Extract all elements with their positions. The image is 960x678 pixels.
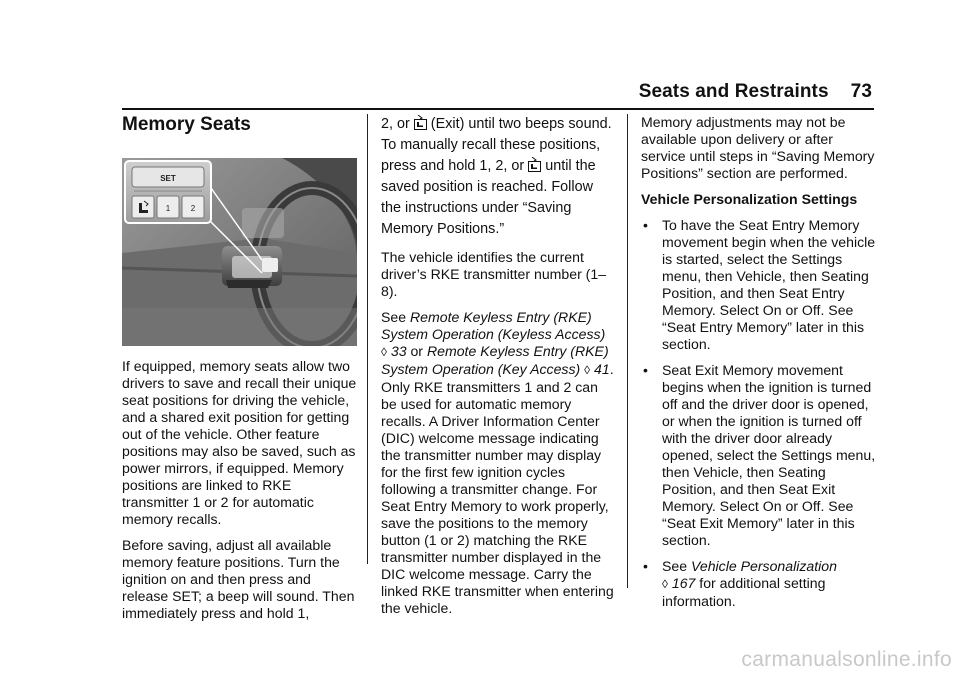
page-ref-arrow: ◊ (381, 345, 387, 359)
column-divider-2 (627, 114, 628, 588)
list-item: • Seat Exit Memory movement begins when the ignition is turned off and the driver door is opened, or when the ignition is turned off with the driver door already opened, select the Settings menu, then Vehicle, then Seating Position, and then Seat Exit Memory. Select On or Off. See “Seat Exit Memory” later in this section. (643, 362, 876, 548)
bullet: • (643, 217, 648, 233)
col2-paragraph-3: See Remote Keyless Entry (RKE) System Operation (Keyless Access) ◊ 33 or Remote Keyless Entry (RKE) System Operation (Key Access) ◊ 41. Only RKE transmitters 1 and 2 can be used for automatic memory recalls. A Driver Information Center (DIC) welcome message indicating the transmitter number may display for the first few ignition cycles following a transmitter change. For Seat Entry Memory to work properly, save the positions to the memory button (1 or 2) matching the RKE transmitter number displayed in the DIC welcome message. Carry the linked RKE transmitter when entering the vehicle. (381, 309, 614, 616)
set-button-label: SET (160, 174, 176, 183)
page-ref-arrow: ◊ (662, 577, 668, 591)
col2-paragraph-1: 2, or (Exit) until two beeps sound. To manually recall these positions, press and hold 1, 2, or until the saved position is reached. Follow the instructions under “Saving Memory Positions.” (381, 116, 612, 237)
settings-bullet-list (641, 217, 876, 610)
list-item: • To have the Seat Entry Memory movement begin when the vehicle is started, select the Settings menu, then Vehicle, then Seating Position, and then Seat Entry Memory. Select On or Off. See “Seat Entry Memory” later in this section. (643, 217, 876, 352)
col2-paragraph-2: The vehicle identifies the current driver’s RKE transmitter number (1–8). (381, 249, 607, 299)
column-3 (641, 114, 876, 619)
column-2 (381, 114, 614, 626)
header-rule (122, 108, 874, 110)
col3-paragraph-1: Memory adjustments may not be available upon delivery or after service until steps in “Saving Memory Positions” section are performed. (641, 114, 875, 181)
section-heading: Memory Seats (122, 114, 251, 135)
bullet: • (643, 558, 648, 574)
crossref-rke-keyless[interactable]: Remote Keyless Entry (RKE) System Operation (Keyless Access) (381, 309, 606, 342)
memory-button-1-label: 1 (165, 204, 171, 213)
bullet: • (643, 362, 648, 378)
watermark: carmanualsonline.info (741, 648, 952, 671)
column-1 (122, 114, 357, 631)
exit-seat-icon (528, 157, 541, 172)
running-header (639, 81, 872, 103)
crossref-rke-key-access[interactable]: Remote Keyless Entry (RKE) System Operation (Key Access) (381, 343, 609, 377)
page-ref-167[interactable]: 167 (671, 575, 696, 591)
page-number: 73 (850, 81, 872, 102)
page-ref-arrow: ◊ (584, 363, 591, 377)
crossref-vehicle-personalization[interactable]: Vehicle Personalization (691, 558, 837, 574)
column-divider-1 (367, 114, 368, 564)
page-ref-41[interactable]: 41 (594, 361, 610, 377)
page-ref-33[interactable]: 33 (390, 343, 407, 359)
col1-paragraph-1: If equipped, memory seats allow two drivers to save and recall their unique seat positions for driving the vehicle, and a shared exit position for getting out of the vehicle. Other feature positions may also be saved, such as power mirrors, if equipped. Memory positions are linked to RKE transmitter 1 or 2 for automatic memory recalls. (122, 358, 357, 527)
section-title: Seats and Restraints (638, 81, 829, 102)
vehicle-personalization-subheading: Vehicle Personalization Settings (641, 191, 858, 207)
list-item: • See Vehicle Personalization ◊ 167 for additional setting information. (643, 558, 837, 609)
exit-seat-icon (414, 115, 427, 130)
memory-button-2-label: 2 (190, 204, 196, 213)
col1-paragraph-2: Before saving, adjust all available memory feature positions. Turn the ignition on and then press and release SET; a beep will sound. Then immediately press and hold 1, (122, 537, 355, 621)
memory-seat-buttons-figure (122, 158, 357, 346)
